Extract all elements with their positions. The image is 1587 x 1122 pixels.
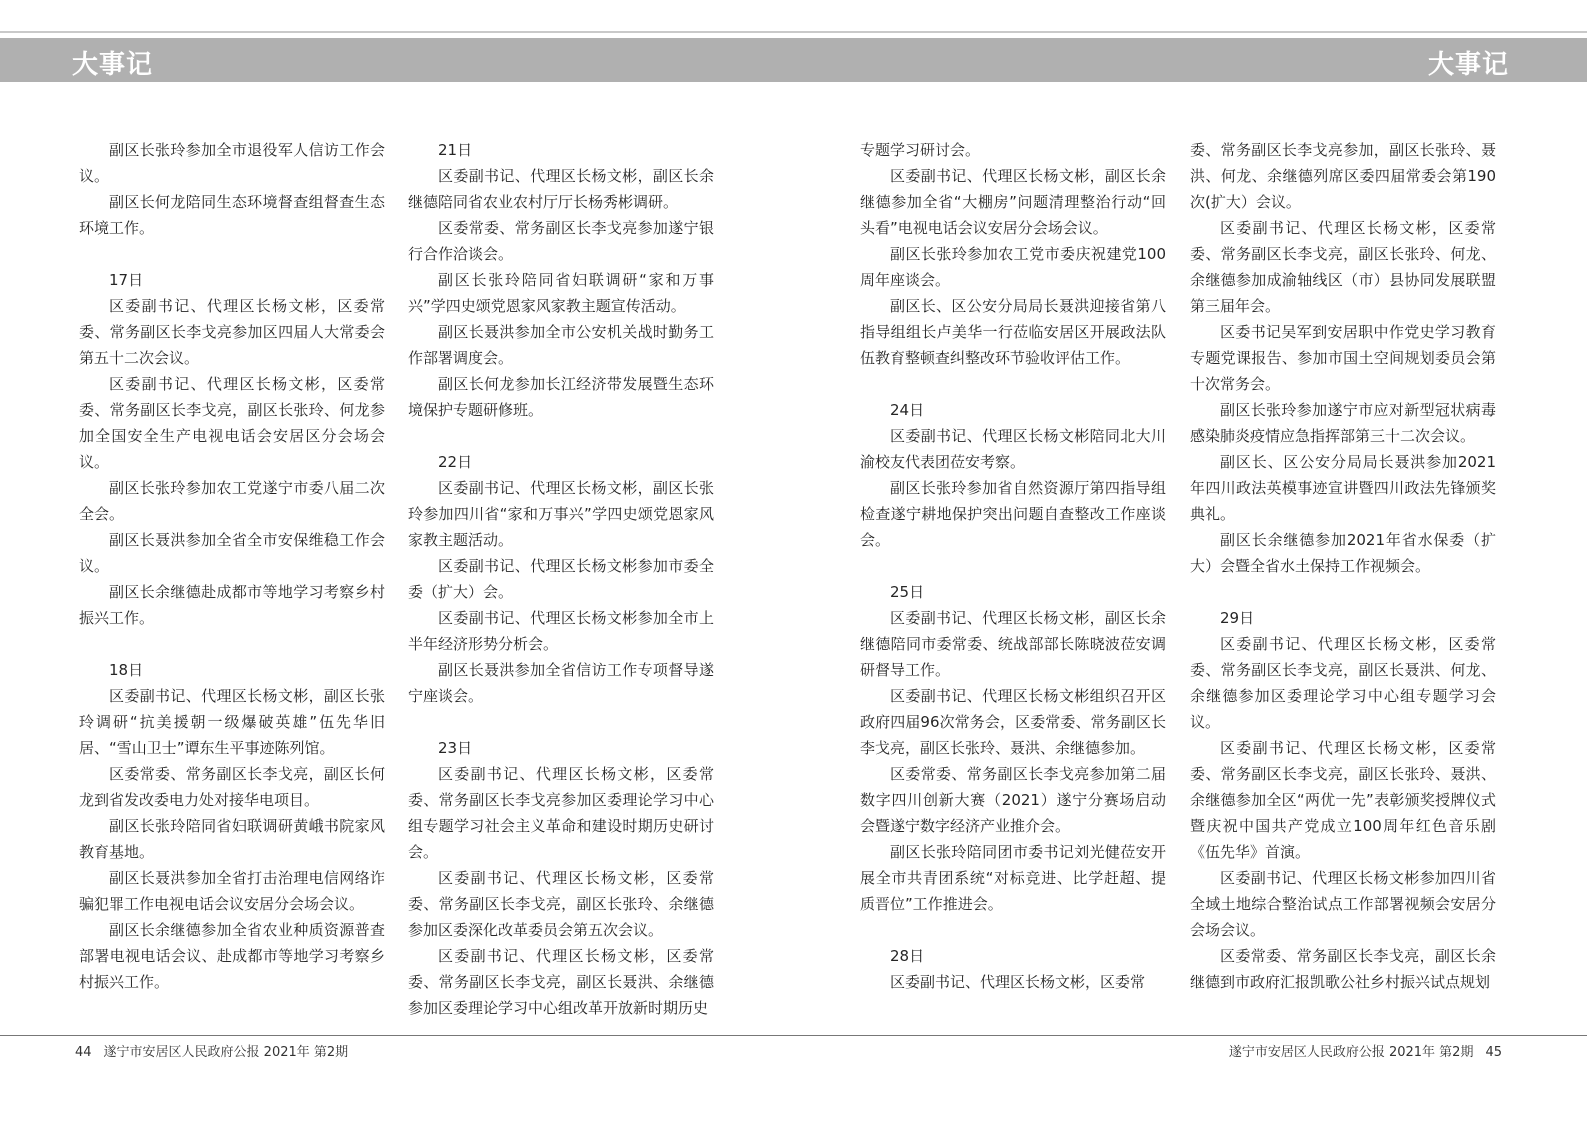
paragraph: 区委副书记、代理区长杨文彬，区委常委、常务副区长李戈亮，副区长张玲、聂洪、余继德参加全区“两优一先”表彰颁奖授牌仪式暨庆祝中国共产党成立100周年红色音乐剧《伍先华》首演。 [1190,739,1496,861]
paragraph: 副区长聂洪参加全省信访工作专项督导遂宁座谈会。 [408,661,714,705]
page-gutter [792,82,794,1036]
paragraph: 副区长张玲参加省自然资源厅第四指导组检查遂宁耕地保护突出问题自查整改工作座谈会。 [860,479,1166,549]
left-page-column-1 [79,137,385,995]
right-page-column-2 [1190,137,1496,995]
paragraph: 副区长张玲参加农工党市委庆祝建党100周年座谈会。 [860,245,1166,289]
date-heading: 29日 [1220,609,1255,627]
right-page-column-1 [860,137,1166,995]
paragraph: 区委副书记、代理区长杨文彬，区委常委、常务副区长李戈亮，副区长张玲、何龙、余继德参加成渝轴线区（市）县协同发展联盟第三届年会。 [1190,219,1496,315]
paragraph: 副区长张玲陪同省妇联调研“家和万事兴”学四史颂党恩家风家教主题宣传活动。 [408,271,714,315]
paragraph: 副区长、区公安分局局长聂洪迎接省第八指导组组长卢美华一行莅临安居区开展政法队伍教育整顿查纠整改环节验收评估工作。 [860,297,1166,367]
paragraph: 区委副书记、代理区长杨文彬陪同北大川渝校友代表团莅安考察。 [860,427,1166,471]
date-heading: 24日 [890,401,925,419]
paragraph: 副区长、区公安分局局长聂洪参加2021年四川政法英模事迹宣讲暨四川政法先锋颁奖典礼。 [1190,453,1496,523]
header-band [0,38,1587,82]
paragraph: 区委副书记、代理区长杨文彬参加市委全委（扩大）会。 [408,557,714,601]
paragraph: 区委副书记、代理区长杨文彬参加四川省全域土地综合整治试点工作部署视频会安居分会场会议。 [1190,869,1496,939]
date-heading: 28日 [890,947,925,965]
date-heading: 18日 [109,661,144,679]
paragraph: 区委常委、常务副区长李戈亮，副区长余继德到市政府汇报凯歌公社乡村振兴试点规划 [1190,947,1496,991]
paragraph: 区委副书记、代理区长杨文彬，副区长余继德陪同市委常委、统战部部长陈晓波莅安调研督导工作。 [860,609,1166,679]
paragraph: 副区长何龙陪同生态环境督查组督查生态环境工作。 [79,193,385,237]
paragraph: 区委副书记、代理区长杨文彬，区委常委、常务副区长李戈亮，副区长张玲、何龙参加全国安全生产电视电话会安居区分会场会议。 [79,375,385,471]
paragraph: 副区长聂洪参加全省全市安保维稳工作会议。 [79,531,385,575]
paragraph: 区委书记吴军到安居职中作党史学习教育专题党课报告、参加市国土空间规划委员会第十次常务会。 [1190,323,1496,393]
paragraph: 副区长何龙参加长江经济带发展暨生态环境保护专题研修班。 [408,375,714,419]
publication-info-right: 遂宁市安居区人民政府公报 2021年 第2期 [1228,1045,1474,1060]
paragraph: 区委副书记、代理区长杨文彬，副区长余继德参加全省“大棚房”问题清理整治行动“回头看”电视电话会议安居分会场会议。 [860,167,1166,237]
paragraph: 副区长余继德赴成都市等地学习考察乡村振兴工作。 [79,583,385,627]
date-heading: 23日 [438,739,473,757]
left-section-title: 大事记 [72,50,154,80]
paragraph-continued: 委、常务副区长李戈亮参加，副区长张玲、聂洪、何龙、余继德列席区委四届常委会第190次(扩大）会议。 [1190,141,1496,211]
date-heading: 25日 [890,583,925,601]
paragraph: 区委副书记、代理区长杨文彬组织召开区政府四届96次常务会，区委常委、常务副区长李戈亮，副区长张玲、聂洪、余继德参加。 [860,687,1166,757]
paragraph: 副区长张玲陪同团市委书记刘光健莅安开展全市共青团系统“对标竞进、比学赶超、提质晋位”工作推进会。 [860,843,1166,913]
paragraph: 区委副书记、代理区长杨文彬参加全市上半年经济形势分析会。 [408,609,714,653]
paragraph: 区委副书记、代理区长杨文彬，副区长余继德陪同省农业农村厅厅长杨秀彬调研。 [408,167,714,211]
top-rule [0,31,1587,33]
right-section-title: 大事记 [1427,50,1509,80]
paragraph: 区委副书记、代理区长杨文彬，区委常委、常务副区长李戈亮，副区长聂洪、何龙、余继德参加区委理论学习中心组专题学习会议。 [1190,635,1496,731]
paragraph: 区委副书记、代理区长杨文彬，区委常委、常务副区长李戈亮，副区长张玲、余继德参加区委深化改革委员会第五次会议。 [408,869,714,939]
paragraph: 副区长张玲参加农工党遂宁市委八届二次全会。 [79,479,385,523]
left-page-column-2 [408,137,714,1021]
paragraph: 区委副书记、代理区长杨文彬，区委常委、常务副区长李戈亮参加区四届人大常委会第五十二次会议。 [79,297,385,367]
paragraph: 区委副书记、代理区长杨文彬，副区长张玲参加四川省“家和万事兴”学四史颂党恩家风家教主题活动。 [408,479,714,549]
paragraph: 副区长聂洪参加全市公安机关战时勤务工作部署调度会。 [408,323,714,367]
paragraph: 区委常委、常务副区长李戈亮参加遂宁银行合作洽谈会。 [408,219,714,263]
page-number-left: 44 [75,1045,92,1060]
date-heading: 17日 [109,271,144,289]
paragraph: 副区长聂洪参加全省打击治理电信网络诈骗犯罪工作电视电话会议安居分会场会议。 [79,869,385,913]
right-footer [1229,1041,1502,1060]
left-footer [75,1041,348,1060]
paragraph: 区委常委、常务副区长李戈亮参加第二届数字四川创新大赛（2021）遂宁分赛场启动会暨遂宁数字经济产业推介会。 [860,765,1166,835]
paragraph: 副区长张玲陪同省妇联调研黄峨书院家风教育基地。 [79,817,385,861]
paragraph: 区委常委、常务副区长李戈亮，副区长何龙到省发改委电力处对接华电项目。 [79,765,385,809]
paragraph: 副区长张玲参加遂宁市应对新型冠状病毒感染肺炎疫情应急指挥部第三十二次会议。 [1190,401,1496,445]
page-number-right: 45 [1485,1045,1502,1060]
paragraph: 副区长余继德参加2021年省水保委（扩大）会暨全省水土保持工作视频会。 [1190,531,1496,575]
paragraph: 区委副书记、代理区长杨文彬，区委常 [890,973,1146,991]
paragraph: 副区长余继德参加全省农业种质资源普查部署电视电话会议、赴成都市等地学习考察乡村振兴工作。 [79,921,385,991]
publication-info-left: 遂宁市安居区人民政府公报 2021年 第2期 [103,1045,349,1060]
date-heading: 21日 [438,141,473,159]
paragraph: 区委副书记、代理区长杨文彬，区委常委、常务副区长李戈亮参加区委理论学习中心组专题学习社会主义革命和建设时期历史研讨会。 [408,765,714,861]
date-heading: 22日 [438,453,473,471]
paragraph: 区委副书记、代理区长杨文彬，副区长张玲调研“抗美援朝一级爆破英雄”伍先华旧居、“雪山卫士”谭东生平事迹陈列馆。 [79,687,385,757]
footer-rule [0,1035,1587,1036]
paragraph: 副区长张玲参加全市退役军人信访工作会议。 [79,141,385,185]
paragraph-continued: 专题学习研讨会。 [860,141,981,159]
paragraph: 区委副书记、代理区长杨文彬，区委常委、常务副区长李戈亮，副区长聂洪、余继德参加区委理论学习中心组改革开放新时期历史 [408,947,714,1017]
